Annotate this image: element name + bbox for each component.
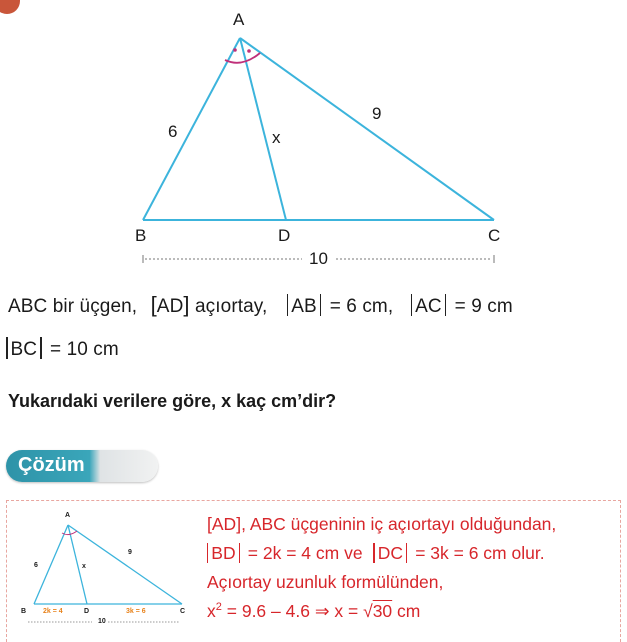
solution-bd: BD [211, 543, 236, 563]
solution-button-label: Çözüm [18, 454, 85, 476]
given-ac: AC [415, 296, 442, 317]
given-ad: AD [156, 296, 184, 317]
given-line-1: ABC bir üçgen, [AD] açıortay, AB = 6 cm, AC = 9 cm [8, 292, 513, 317]
solution-line1-rest: , ABC üçgeninin iç açıortayı olduğundan, [241, 514, 557, 534]
vertex-d-label: D [278, 226, 291, 245]
vertex-b-label: B [135, 226, 147, 245]
side-ab-label: 6 [168, 122, 178, 141]
given-ac-value: = 9 cm [454, 296, 513, 317]
solution-eq: = 9.6 – 4.6 [226, 601, 310, 621]
solution-arrow: ⇒ [314, 601, 330, 621]
solution-line-2 [207, 543, 545, 564]
vertex-c-label: C [488, 226, 501, 245]
given-bc-value: = 10 cm [50, 339, 119, 360]
solution-line2-mid: = 2k = 4 cm ve [247, 543, 363, 563]
given-part1: ABC bir üçgen, [8, 296, 138, 317]
mini-dc-label: 3k = 6 [126, 608, 146, 615]
vertex-a-label: A [233, 10, 245, 29]
given-part2: açıortay, [195, 296, 268, 317]
angle-dot-left [233, 48, 237, 52]
solution-button[interactable] [6, 450, 158, 482]
sqrt-icon: √ [363, 601, 373, 621]
mini-a-label: A [65, 512, 71, 519]
solution-line-4 [207, 601, 420, 622]
mini-d-label: D [84, 608, 90, 615]
solution-ad: AD [211, 514, 237, 534]
mini-ac-label: 9 [128, 549, 132, 556]
mini-b-label: B [21, 608, 27, 615]
angle-dot-right [247, 49, 251, 53]
mini-bd-label: 2k = 4 [43, 608, 63, 615]
mini-triangle-figure [20, 505, 200, 635]
side-ab [143, 38, 240, 220]
solution-dc: DC [377, 543, 404, 563]
solution-result: x = [334, 601, 359, 621]
solution-unit: cm [397, 601, 421, 621]
question-text: Yukarıdaki verilere göre, x kaç cm’dir? [8, 391, 337, 411]
solution-line2-end: = 3k = 6 cm olur. [415, 543, 545, 563]
solution-x: x [207, 601, 216, 621]
side-ac-label: 9 [372, 104, 382, 123]
solution-root: 30 [372, 601, 393, 621]
given-ab: AB [291, 296, 317, 317]
given-line-2 [6, 337, 119, 361]
solution-line-3: Açıortay uzunluk formülünden, [207, 572, 444, 592]
mini-c-label: C [180, 608, 186, 615]
base-bc-label: 10 [309, 249, 328, 268]
triangle-figure [0, 0, 627, 280]
segment-ad-label: x [272, 128, 281, 147]
mini-ad-label: x [82, 563, 86, 570]
solution-exp: 2 [215, 601, 222, 614]
given-ab-value: = 6 cm, [329, 296, 394, 317]
given-bc: BC [10, 339, 38, 360]
mini-ab-label: 6 [34, 562, 38, 569]
mini-bc-label: 10 [98, 618, 106, 625]
triangle [143, 38, 494, 220]
solution-line-1: [AD], ABC üçgeninin iç açıortayı olduğundan, [207, 514, 557, 534]
